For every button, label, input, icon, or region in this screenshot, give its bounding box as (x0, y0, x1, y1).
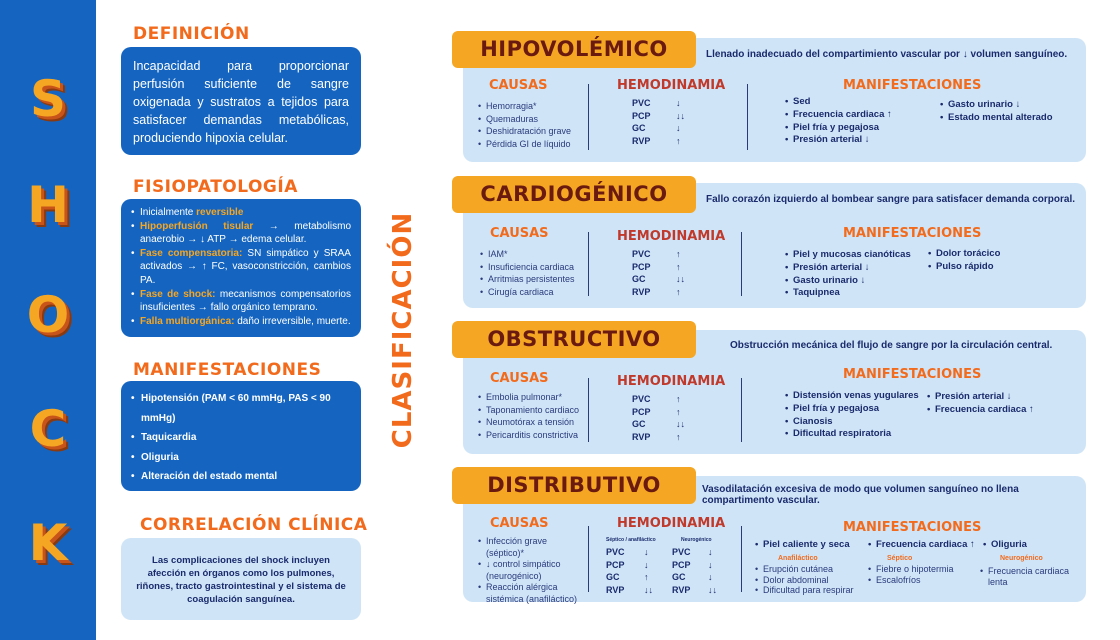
hemo-row (606, 559, 672, 572)
hemo-key: PCP (606, 559, 625, 570)
definicion-title: DEFINICIÓN (133, 24, 250, 44)
divider (741, 378, 742, 442)
hemo-row (632, 393, 716, 406)
fisio-highlight: reversible (196, 207, 244, 218)
hemo-key: GC (632, 419, 646, 429)
hemo-key: PVC (632, 249, 651, 259)
cause-item: • Hemorragia* (478, 100, 571, 113)
mani-item: • Frecuencia cardiaca ↑ (927, 404, 1034, 417)
cause-item: • Infección grave (séptico)* (478, 536, 586, 559)
hemo-key: GC (632, 123, 646, 133)
fisio-item (131, 247, 351, 288)
manif-item: • Taquicardia (131, 428, 351, 448)
mani-item: • Pulso rápido (928, 261, 1000, 274)
hemo-value: ↓↓ (708, 584, 717, 595)
causas-heading: CAUSAS (490, 226, 549, 241)
cause-item: • Quemaduras (478, 113, 571, 126)
hemo-row (672, 559, 736, 572)
mani-item: • Presión arterial ↓ (927, 391, 1034, 404)
hemo-sublabel: Séptico / anafiláctico (606, 537, 656, 543)
cause-item: • Taponamiento cardiaco (478, 404, 579, 417)
hemo-key: RVP (606, 584, 625, 595)
mani-item: • Presión arterial ↓ (785, 134, 892, 147)
mani-item: • Presión arterial ↓ (785, 262, 911, 275)
cause-item: • IAM* (480, 248, 575, 261)
hemo-key: GC (672, 572, 686, 582)
hemo-row (672, 584, 736, 597)
fisio-text: daño irreversible, muerte. (234, 315, 351, 327)
fisio-highlight: Fase de shock: (140, 288, 216, 300)
distributivo-top-3 (983, 539, 1027, 552)
hemo-value: ↓ (708, 547, 713, 557)
hemo-key: GC (632, 274, 646, 284)
correlacion-box: Las complicaciones del shock incluyen afección en órganos como los pulmones, riñones, tracto gastrointestinal y el sistema de coagulación sanguínea. (121, 538, 361, 620)
hemo-row (632, 286, 716, 299)
hemo-key: PVC (606, 547, 625, 557)
fisio-item (131, 315, 351, 329)
divider (747, 84, 748, 150)
hemo-value: ↑ (676, 431, 681, 442)
fisio-text: SN simpático y SRAA activados → ↑ FC, vasoconstricción, cambios PA. (140, 247, 351, 286)
distributivo-desc: Vasodilatación excesiva de modo que volumen sanguíneo no llena compartimento vascular. (702, 484, 1019, 506)
mani-item: • Estado mental alterado (940, 112, 1053, 125)
fisio-highlight: Hipoperfusión tisular (140, 220, 254, 232)
shock-letter: S (29, 70, 66, 128)
obstructivo-causas (478, 391, 579, 441)
distributivo-causas (478, 536, 586, 605)
mani-item: • Distensión venas yugulares (785, 390, 919, 403)
hipovolemico-manifestaciones (785, 96, 892, 147)
hemo-value: ↓ (708, 572, 713, 582)
hemo-key: PCP (632, 261, 651, 272)
mani-item: • Escalofríos (868, 575, 954, 586)
cardiogenico-manifestaciones-2 (928, 248, 1000, 274)
fisio-item (131, 288, 351, 315)
distributivo-sublabel: Anafiláctico (778, 555, 818, 562)
hemo-key: PVC (632, 394, 651, 404)
hemo-value: ↑ (676, 286, 681, 297)
hemo-row (672, 571, 736, 584)
obstructivo-manifestaciones-2 (927, 391, 1034, 417)
cause-item: • Reacción alérgica sistémica (anafiláctico) (478, 582, 586, 605)
hemo-row (632, 135, 716, 148)
manifestaciones-title: MANIFESTACIONES (133, 360, 322, 380)
divider (741, 232, 742, 296)
correlacion-title: CORRELACIÓN CLÍNICA (140, 515, 368, 535)
mani-item: • Gasto urinario ↓ (940, 99, 1053, 112)
hemo-row (632, 122, 716, 135)
mani-item: • Dolor torácico (928, 248, 1000, 261)
distributivo-top-1 (755, 539, 850, 552)
shock-letter: O (26, 286, 70, 344)
hemo-key: PVC (672, 547, 691, 557)
fisio-highlight: Fase compensatoria: (140, 247, 243, 259)
manifestaciones-heading: MANIFESTACIONES (843, 226, 982, 241)
hemo-row (606, 546, 672, 559)
cause-item: • Embolia pulmonar* (478, 391, 579, 404)
hemo-value: ↓ (644, 547, 649, 557)
hemo-row (632, 406, 716, 419)
obstructivo-desc: Obstrucción mecánica del flujo de sangre por la circulación central. (730, 340, 1053, 351)
distributivo-sublabel: Séptico (887, 555, 913, 562)
hemodinamia-heading: HEMODINAMIA (617, 229, 726, 244)
mani-item: • Dificultad para respirar (755, 585, 854, 596)
distributivo-top-2 (868, 539, 975, 552)
hemo-key: PCP (632, 406, 651, 417)
hemo-value: ↑ (676, 394, 681, 404)
hemo-row (606, 571, 672, 584)
hemo-key: GC (606, 572, 620, 582)
fisio-text: Inicialmente (140, 207, 197, 218)
divider (588, 378, 589, 442)
hemo-key: PCP (672, 559, 691, 570)
fisio-item (131, 206, 351, 220)
hemo-value: ↑ (676, 406, 681, 417)
definicion-box: Incapacidad para proporcionar perfusión suficiente de sangre oxigenada y sustratos a tejidos para satisfacer demandas metabólicas, produciendo hipoxia celular. (121, 47, 361, 155)
tab-cardiogenico: CARDIOGÉNICO (452, 176, 696, 213)
distributivo-anafilactico (755, 564, 854, 596)
mani-item: • Cianosis (785, 416, 919, 429)
hemo-key: RVP (632, 135, 651, 146)
distributivo-neurogenico (980, 566, 1075, 587)
divider (588, 84, 589, 150)
hipovolemico-manifestaciones-2 (940, 99, 1053, 125)
hemo-row (632, 97, 716, 110)
cause-item: • Pericarditis constrictiva (478, 429, 579, 442)
causas-heading: CAUSAS (490, 371, 549, 386)
hemo-sublabel: Neurogénico (681, 537, 712, 543)
hemo-value: ↓ (676, 123, 681, 133)
mani-item: • Erupción cutánea (755, 564, 854, 575)
mani-item: • Fiebre o hipotermia (868, 564, 954, 575)
cause-item: • Neumotórax a tensión (478, 416, 579, 429)
cardiogenico-causas (480, 248, 575, 298)
hemodinamia-heading: HEMODINAMIA (617, 78, 726, 93)
cause-item: • Pérdida GI de líquido (478, 138, 571, 151)
hemo-row (606, 584, 672, 597)
hemo-value: ↑ (676, 261, 681, 272)
mani-item: • Dificultad respiratoria (785, 428, 919, 441)
mani-item: • Piel caliente y seca (755, 539, 850, 552)
tab-hipovolemico: HIPOVOLÉMICO (452, 31, 696, 68)
hemo-value: ↓↓ (644, 584, 653, 595)
manif-item: • Oliguria (131, 448, 351, 468)
manifestaciones-heading: MANIFESTACIONES (843, 367, 982, 382)
divider (588, 232, 589, 296)
mani-item: • Piel fría y pegajosa (785, 403, 919, 416)
hemodinamia-heading: HEMODINAMIA (617, 374, 726, 389)
hemo-row (632, 418, 716, 431)
manifestaciones-heading: MANIFESTACIONES (843, 520, 982, 535)
mani-item: • Piel y mucosas cianóticas (785, 249, 911, 262)
mani-item: • Oliguria (983, 539, 1027, 552)
mani-item: • Frecuencia cardiaca ↑ (868, 539, 975, 552)
hemo-row (632, 110, 716, 123)
hipovolemico-causas (478, 100, 571, 150)
sidebar (0, 0, 96, 640)
hemo-key: RVP (672, 584, 691, 595)
hemo-value: ↑ (676, 135, 681, 146)
cause-item: • Insuficiencia cardiaca (480, 261, 575, 274)
cause-item: • Cirugía cardiaca (480, 286, 575, 299)
hemo-value: ↑ (644, 572, 649, 582)
tab-obstructivo: OBSTRUCTIVO (452, 321, 696, 358)
shock-letter: K (28, 514, 68, 572)
cause-item: • Deshidratación grave (478, 125, 571, 138)
hemo-value: ↓ (676, 98, 681, 108)
manifestaciones-heading: MANIFESTACIONES (843, 78, 982, 93)
fisio-item (131, 220, 351, 247)
mani-item: • Piel fría y pegajosa (785, 122, 892, 135)
causas-heading: CAUSAS (490, 516, 549, 531)
hemodinamia-heading: HEMODINAMIA (617, 516, 726, 531)
mani-item: • Dolor abdominal (755, 575, 854, 586)
fisiopatologia-box (121, 199, 361, 337)
distributivo-hemodinamia-b (672, 546, 736, 596)
cardiogenico-desc: Fallo corazón izquierdo al bombear sangre para satisfacer demanda corporal. (706, 194, 1075, 205)
obstructivo-manifestaciones (785, 390, 919, 441)
fisio-highlight: Falla multiorgánica: (140, 315, 235, 327)
divider (741, 526, 742, 592)
hemo-key: RVP (632, 431, 651, 442)
distributivo-sublabel: Neurogénico (1000, 555, 1043, 562)
shock-letter: H (27, 176, 69, 234)
hemo-row (632, 431, 716, 444)
hemo-value: ↓↓ (676, 110, 685, 121)
distributivo-hemodinamia-a (606, 546, 672, 596)
hemo-row (632, 273, 716, 286)
hipovolemico-hemodinamia (632, 97, 716, 147)
mani-item: • Sed (785, 96, 892, 109)
manif-item: • Alteración del estado mental (131, 467, 351, 487)
mani-item: • Frecuencia cardiaca lenta (980, 566, 1075, 587)
hemo-key: PVC (632, 98, 651, 108)
shock-letter: C (29, 400, 67, 458)
hemo-value: ↓↓ (676, 274, 685, 284)
fisiopatologia-title: FISIOPATOLOGÍA (133, 177, 298, 197)
fisio-text: mecanismos compensatorios insuficientes → fallo orgánico temprano. (140, 288, 351, 314)
mani-item: • Gasto urinario ↓ (785, 275, 911, 288)
tab-distributivo: DISTRIBUTIVO (452, 467, 696, 504)
hemo-row (632, 261, 716, 274)
mani-item: • Taquipnea (785, 287, 911, 300)
cardiogenico-manifestaciones (785, 249, 911, 300)
divider (588, 526, 589, 592)
hemo-row (632, 248, 716, 261)
hemo-value: ↑ (676, 249, 681, 259)
distributivo-septico (868, 564, 954, 585)
fisio-text: → metabolismo anaerobio → ↓ ATP → edema celular. (140, 220, 352, 246)
hemo-value: ↓ (644, 559, 649, 570)
manif-item: • Hipotensión (PAM < 60 mmHg, PAS < 90 mmHg) (131, 389, 351, 428)
hemo-key: PCP (632, 110, 651, 121)
hemo-value: ↓↓ (676, 419, 685, 429)
hipovolemico-desc: Llenado inadecuado del compartimiento vascular por ↓ volumen sanguíneo. (706, 49, 1068, 60)
causas-heading: CAUSAS (489, 78, 548, 93)
cardiogenico-hemodinamia (632, 248, 716, 298)
hemo-value: ↓ (708, 559, 713, 570)
hemo-key: RVP (632, 286, 651, 297)
cause-item: • Arritmias persistentes (480, 273, 575, 286)
mani-item: • Frecuencia cardiaca ↑ (785, 109, 892, 122)
clasificacion-label: CLASIFICACIÓN (388, 211, 418, 449)
manif-item: • Acidosis metabólica (131, 487, 351, 507)
obstructivo-hemodinamia (632, 393, 716, 443)
cause-item: • ↓ control simpático (neurogénico) (478, 559, 586, 582)
manifestaciones-box (121, 381, 361, 502)
hemo-row (672, 546, 736, 559)
